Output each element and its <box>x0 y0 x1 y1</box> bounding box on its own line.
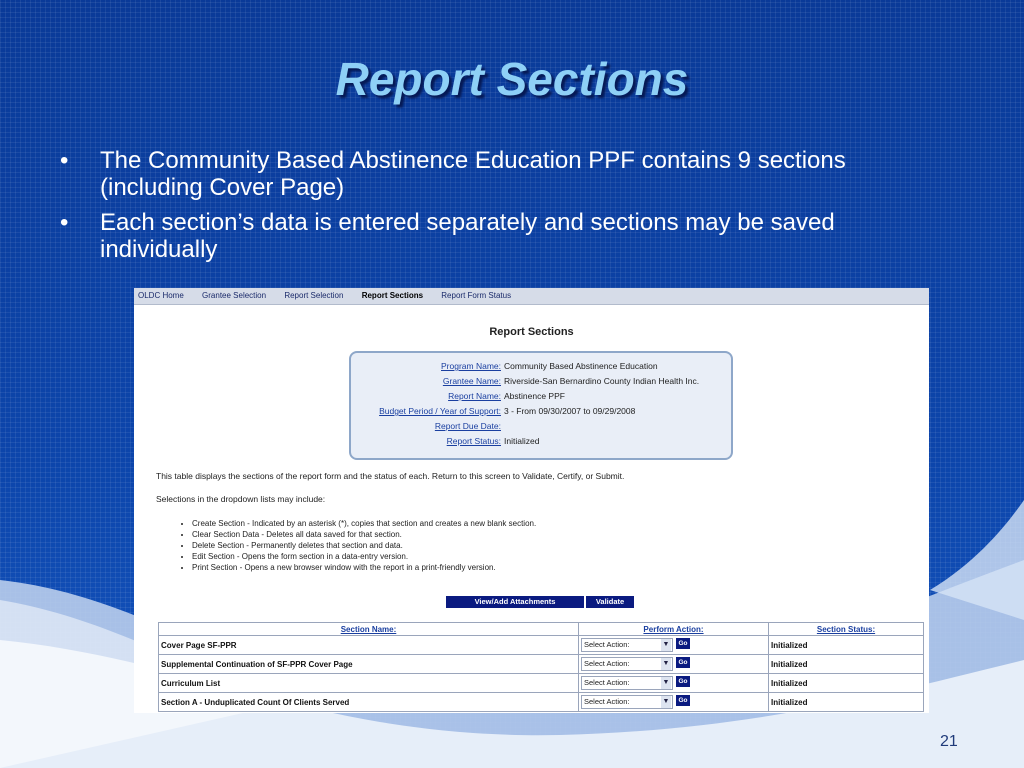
perform-action-header[interactable]: Perform Action: <box>579 623 769 636</box>
slide-title: Report Sections <box>335 53 689 105</box>
selection-option: • Clear Section Data - Deletes all data saved for that section. <box>192 529 536 540</box>
bullet-item <box>60 209 940 263</box>
info-row-report <box>351 391 731 405</box>
table-row <box>159 693 924 712</box>
info-row-program <box>351 361 731 375</box>
go-button[interactable]: Go <box>676 695 690 706</box>
section-name-cell: Supplemental Continuation of SF-PPR Cover Page <box>159 655 579 674</box>
top-nav <box>134 288 929 305</box>
section-status-cell: Initialized <box>769 636 924 655</box>
selection-option: • Print Section - Opens a new browser window with the report in a print-friendly version. <box>192 562 536 573</box>
chevron-down-icon: ▼ <box>661 658 671 670</box>
chevron-down-icon: ▼ <box>661 696 671 708</box>
report-info-box <box>349 351 733 460</box>
select-action-dropdown[interactable] <box>581 676 673 690</box>
select-action-value: Select Action: <box>584 697 630 706</box>
bullet-dot: • <box>60 209 69 236</box>
bullet-text: Each section’s data is entered separately and sections may be saved individually <box>100 209 835 263</box>
report-sections-screenshot <box>134 288 929 713</box>
section-status-cell: Initialized <box>769 674 924 693</box>
program-name-link[interactable]: Program Name: <box>441 361 501 371</box>
page-number: 21 <box>940 733 958 750</box>
nav-report-sections[interactable]: Report Sections <box>361 291 424 300</box>
section-status-header[interactable]: Section Status: <box>769 623 924 636</box>
sections-table <box>158 622 924 712</box>
chevron-down-icon: ▼ <box>661 677 671 689</box>
info-row-status <box>351 436 731 450</box>
bullet-list <box>60 147 940 271</box>
select-action-dropdown[interactable] <box>581 695 673 709</box>
budget-period-value: 3 - From 09/30/2007 to 09/29/2008 <box>504 406 636 416</box>
table-header-row <box>159 623 924 636</box>
info-row-due-date <box>351 421 731 435</box>
report-status-link[interactable]: Report Status: <box>446 436 501 446</box>
report-due-date-link[interactable]: Report Due Date: <box>434 421 501 431</box>
table-description: This table displays the sections of the report form and the status of each. Return to this screen to Validate, Certify, or Submit. <box>156 471 625 481</box>
bullet-dot: • <box>60 147 69 174</box>
selection-options-list <box>184 518 536 573</box>
nav-grantee-selection[interactable]: Grantee Selection <box>202 291 267 300</box>
perform-action-cell <box>579 636 769 655</box>
program-name-value: Community Based Abstinence Education <box>504 361 658 371</box>
perform-action-cell <box>579 693 769 712</box>
report-name-value: Abstinence PPF <box>504 391 565 401</box>
go-button[interactable]: Go <box>676 638 690 649</box>
go-button[interactable]: Go <box>676 676 690 687</box>
perform-action-cell <box>579 655 769 674</box>
info-row-budget <box>351 406 731 420</box>
select-action-value: Select Action: <box>584 678 630 687</box>
table-row <box>159 636 924 655</box>
selection-option: • Delete Section - Permanently deletes that section and data. <box>192 540 536 551</box>
bullet-item <box>60 147 940 201</box>
table-row <box>159 655 924 674</box>
chevron-down-icon: ▼ <box>661 639 671 651</box>
select-action-value: Select Action: <box>584 659 630 668</box>
section-name-header[interactable]: Section Name: <box>159 623 579 636</box>
report-name-link[interactable]: Report Name: <box>448 391 501 401</box>
nav-report-selection[interactable]: Report Selection <box>284 291 344 300</box>
nav-oldc-home[interactable]: OLDC Home <box>138 291 184 300</box>
go-button[interactable]: Go <box>676 657 690 668</box>
section-status-cell: Initialized <box>769 655 924 674</box>
table-row <box>159 674 924 693</box>
grantee-name-value: Riverside-San Bernardino County Indian Health Inc. <box>504 376 700 386</box>
selections-intro: Selections in the dropdown lists may include: <box>156 494 326 504</box>
validate-button[interactable]: Validate <box>586 596 634 608</box>
select-action-dropdown[interactable] <box>581 657 673 671</box>
nav-report-form-status[interactable]: Report Form Status <box>441 291 512 300</box>
bullet-text: The Community Based Abstinence Education PPF contains 9 sections (including Cover Page) <box>100 147 846 201</box>
selection-option: • Create Section - Indicated by an asterisk (*), copies that section and creates a new blank section. <box>192 518 536 529</box>
select-action-dropdown[interactable] <box>581 638 673 652</box>
budget-period-link[interactable]: Budget Period / Year of Support: <box>379 406 501 416</box>
view-add-attachments-button[interactable]: View/Add Attachments <box>446 596 584 608</box>
section-name-cell: Curriculum List <box>159 674 579 693</box>
report-status-value: Initialized <box>504 436 540 446</box>
section-name-cell: Section A - Unduplicated Count Of Clients Served <box>159 693 579 712</box>
section-name-cell: Cover Page SF-PPR <box>159 636 579 655</box>
section-status-cell: Initialized <box>769 693 924 712</box>
selection-option: • Edit Section - Opens the form section in a data-entry version. <box>192 551 536 562</box>
select-action-value: Select Action: <box>584 640 630 649</box>
perform-action-cell <box>579 674 769 693</box>
info-row-grantee <box>351 376 731 390</box>
report-sections-heading: Report Sections <box>489 326 574 338</box>
grantee-name-link[interactable]: Grantee Name: <box>442 376 501 386</box>
